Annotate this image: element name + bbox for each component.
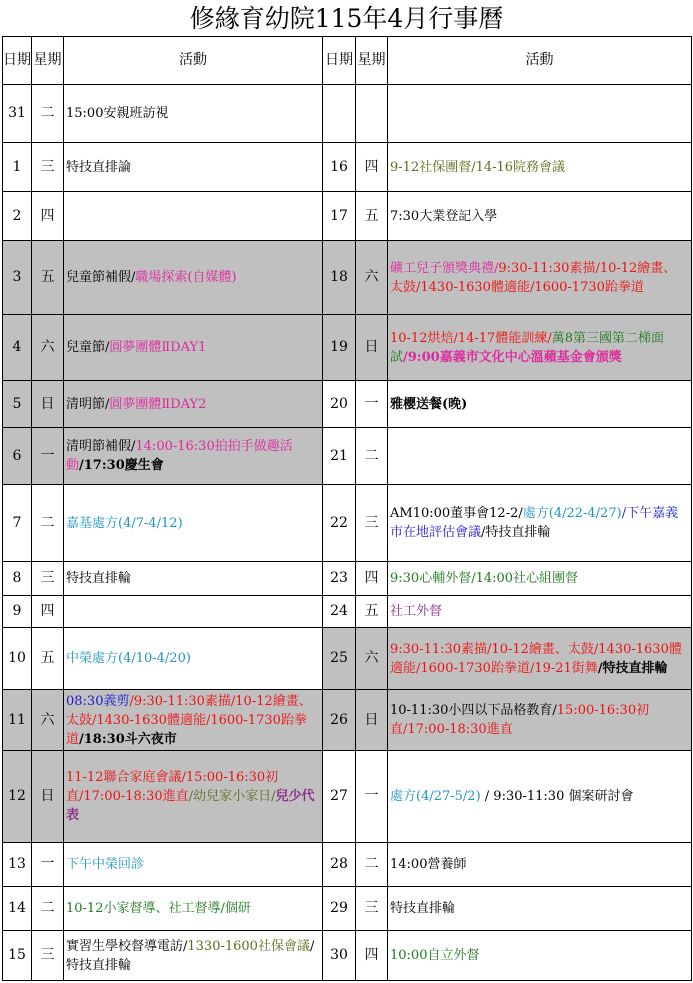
weekday-cell-left: 日 <box>32 381 64 428</box>
day-cell-left: 7 <box>3 485 32 562</box>
activity-text: 圓夢團體ⅡDAY2 <box>109 396 207 412</box>
weekday-cell-right: 日 <box>356 315 388 381</box>
day-cell-right: 21 <box>323 428 356 485</box>
activity-text: 特技直排輪 <box>390 901 456 916</box>
weekday-cell-left: 四 <box>32 596 64 628</box>
activity-cell-right <box>388 485 692 562</box>
activity-text: 7:30大業登記入學 <box>390 208 498 224</box>
header-weekday-left: 星期 <box>32 37 64 85</box>
day-cell-right: 19 <box>323 315 356 381</box>
activity-text: /9:00嘉義市文化中心溫蘋基金會頒獎 <box>403 349 622 365</box>
weekday-cell-left: 六 <box>32 315 64 381</box>
activity-cell-right <box>388 690 692 751</box>
activity-text: 特技直排輪 <box>66 571 132 586</box>
calendar-row <box>3 931 692 981</box>
activity-text: AM10:00董事會12-2/ <box>390 506 523 521</box>
activity-text: 9:30-11:30素描/10-12繪畫、太鼓/1430-1630體適能/1600-1730跆拳道 <box>390 260 677 295</box>
activity-text: 特技直排論 <box>66 159 132 175</box>
activity-text: 15:00-16:30初直/17:00-18:30進直 <box>390 703 650 737</box>
activity-text: 圓夢團體ⅡDAY1 <box>109 340 207 355</box>
weekday-cell-left: 三 <box>32 931 64 981</box>
activity-cell-right <box>388 381 692 428</box>
weekday-cell-right: 一 <box>356 751 388 843</box>
calendar-row <box>3 315 692 381</box>
activity-text: /幼兒家小家日/ <box>188 789 276 804</box>
calendar-row <box>3 241 692 315</box>
calendar-row <box>3 628 692 690</box>
day-cell-right: 30 <box>323 931 356 981</box>
activity-cell-left <box>64 628 323 690</box>
day-cell-left: 2 <box>3 192 32 241</box>
activity-cell-left <box>64 428 323 485</box>
weekday-cell-left: 五 <box>32 628 64 690</box>
day-cell-left: 15 <box>3 931 32 981</box>
day-cell-left: 14 <box>3 887 32 931</box>
weekday-cell-left: 二 <box>32 85 64 143</box>
activity-text: /特技直排輪 <box>597 660 668 676</box>
activity-text: /18:30斗六夜市 <box>79 731 177 747</box>
day-cell-left: 31 <box>3 85 32 143</box>
day-cell-left: 11 <box>3 690 32 751</box>
calendar-row <box>3 596 692 628</box>
activity-cell-left <box>64 596 323 628</box>
calendar-body <box>3 85 692 981</box>
calendar-row <box>3 143 692 192</box>
activity-cell-right <box>388 143 692 192</box>
day-cell-right: 20 <box>323 381 356 428</box>
activity-cell-right <box>388 562 692 596</box>
weekday-cell-right: 二 <box>356 843 388 887</box>
activity-text: 9:30心輔外督/14:00社心組團督 <box>390 571 579 586</box>
calendar-row <box>3 887 692 931</box>
day-cell-left: 5 <box>3 381 32 428</box>
activity-text: 9:30-11:30素描/10-12繪畫、太鼓/1430-1630體適能/1600-1730跆拳道/19-21街舞 <box>390 641 682 676</box>
activity-text: 兒少代表 <box>66 789 315 823</box>
activity-text: 08:30義剪 <box>66 693 130 709</box>
weekday-cell-right <box>356 85 388 143</box>
day-cell-right: 23 <box>323 562 356 596</box>
day-cell-left: 13 <box>3 843 32 887</box>
activity-cell-left <box>64 690 323 751</box>
activity-text: 11-12聯合家庭會議/15:00-16:30初直/17:00-18:30進直 <box>66 770 279 804</box>
weekday-cell-left: 四 <box>32 192 64 241</box>
weekday-cell-right: 六 <box>356 628 388 690</box>
calendar-table <box>2 36 692 981</box>
calendar-row <box>3 843 692 887</box>
day-cell-right: 16 <box>323 143 356 192</box>
weekday-cell-right: 五 <box>356 192 388 241</box>
activity-text: 9-12社保團督/14-16院務會議 <box>390 159 566 175</box>
weekday-cell-left: 一 <box>32 843 64 887</box>
activity-cell-right <box>388 751 692 843</box>
day-cell-left: 8 <box>3 562 32 596</box>
activity-text: /17:30慶生會 <box>79 458 164 473</box>
activity-text: 兒童節補假/ <box>66 270 136 285</box>
weekday-cell-left: 三 <box>32 143 64 192</box>
day-cell-right: 28 <box>323 843 356 887</box>
activity-text: 處方(4/22-4/27) <box>522 506 622 521</box>
activity-text: 實習生學校督導電訪/ <box>66 938 188 954</box>
day-cell-right: 24 <box>323 596 356 628</box>
activity-text: 中榮處方(4/10-4/20) <box>66 651 191 666</box>
calendar-row <box>3 562 692 596</box>
activity-cell-right <box>388 887 692 931</box>
day-cell-left: 9 <box>3 596 32 628</box>
activity-text: /下午嘉義市在地評估會議 <box>390 506 679 540</box>
day-cell-left: 12 <box>3 751 32 843</box>
day-cell-right <box>323 85 356 143</box>
page-title: 修緣育幼院115年4月行事曆 <box>189 4 504 33</box>
weekday-cell-left: 一 <box>32 428 64 485</box>
weekday-cell-left: 二 <box>32 485 64 562</box>
weekday-cell-right: 一 <box>356 381 388 428</box>
header-row <box>3 37 692 85</box>
activity-cell-right <box>388 85 692 143</box>
day-cell-left: 4 <box>3 315 32 381</box>
activity-cell-left <box>64 192 323 241</box>
weekday-cell-right: 四 <box>356 562 388 596</box>
weekday-cell-right: 五 <box>356 596 388 628</box>
header-weekday-right: 星期 <box>356 37 388 85</box>
activity-cell-left <box>64 241 323 315</box>
activity-cell-right <box>388 843 692 887</box>
activity-text: 職場探索(自媒體) <box>135 270 237 285</box>
activity-text: / 9:30-11:30 個案研討會 <box>480 789 634 804</box>
day-cell-right: 22 <box>323 485 356 562</box>
activity-cell-left <box>64 315 323 381</box>
weekday-cell-right: 四 <box>356 931 388 981</box>
day-cell-left: 10 <box>3 628 32 690</box>
activity-text: /特技直排輪 <box>481 525 551 540</box>
calendar-row <box>3 751 692 843</box>
activity-cell-left <box>64 843 323 887</box>
activity-cell-right <box>388 931 692 981</box>
activity-text: /9:30-11:30素描/10-12繪畫、太鼓/1430-1630體適能/1600-1730跆拳道 <box>66 693 312 747</box>
day-cell-right: 18 <box>323 241 356 315</box>
activity-text: 社工外督 <box>390 604 443 619</box>
activity-text: 10-12烘焙/14-17體能訓練/ <box>390 330 552 346</box>
header-activity-right: 活動 <box>388 37 692 85</box>
weekday-cell-right: 六 <box>356 241 388 315</box>
day-cell-right: 26 <box>323 690 356 751</box>
activity-cell-left <box>64 143 323 192</box>
activity-text: 萬8第三國第二梯面試 <box>390 330 664 365</box>
weekday-cell-left: 五 <box>32 241 64 315</box>
activity-cell-right <box>388 315 692 381</box>
activity-text: 雅櫻送餐(晚) <box>390 396 468 412</box>
calendar-row <box>3 381 692 428</box>
weekday-cell-left: 日 <box>32 751 64 843</box>
activity-cell-left <box>64 887 323 931</box>
weekday-cell-right: 三 <box>356 485 388 562</box>
activity-cell-right <box>388 428 692 485</box>
activity-cell-left <box>64 381 323 428</box>
day-cell-right: 27 <box>323 751 356 843</box>
calendar-row <box>3 485 692 562</box>
weekday-cell-left: 二 <box>32 887 64 931</box>
activity-text: /特技直排輪 <box>66 938 315 973</box>
activity-cell-left <box>64 85 323 143</box>
weekday-cell-left: 三 <box>32 562 64 596</box>
activity-text: 1330-1600社保會議 <box>187 938 310 954</box>
calendar-row <box>3 85 692 143</box>
activity-text: 清明節補假/ <box>66 439 136 454</box>
activity-text: 清明節/ <box>66 396 110 412</box>
activity-text: 10:00自立外督 <box>390 948 480 963</box>
activity-text: 兒童節/ <box>66 340 110 355</box>
activity-cell-right <box>388 192 692 241</box>
activity-cell-right <box>388 628 692 690</box>
calendar-row <box>3 690 692 751</box>
activity-text: 礦工兒子頒獎典禮/ <box>390 260 499 276</box>
header-activity-left: 活動 <box>64 37 323 85</box>
activity-cell-left <box>64 751 323 843</box>
activity-text: 10-11:30小四以下品格教育/ <box>390 703 557 718</box>
day-cell-left: 6 <box>3 428 32 485</box>
activity-text: 15:00安親班訪視 <box>66 106 169 121</box>
activity-cell-left <box>64 485 323 562</box>
activity-text: 10-12小家督導、社工督導/個研 <box>66 901 251 916</box>
activity-text: 下午中榮回診 <box>66 857 145 872</box>
activity-cell-left <box>64 562 323 596</box>
weekday-cell-right: 二 <box>356 428 388 485</box>
calendar-row <box>3 428 692 485</box>
day-cell-right: 25 <box>323 628 356 690</box>
day-cell-right: 17 <box>323 192 356 241</box>
activity-text: 處方(4/27-5/2) <box>390 789 481 804</box>
weekday-cell-left: 六 <box>32 690 64 751</box>
activity-cell-right <box>388 241 692 315</box>
calendar-row <box>3 192 692 241</box>
header-day-right: 日期 <box>323 37 356 85</box>
day-cell-right: 29 <box>323 887 356 931</box>
activity-text: 14:00-16:30拍拍手做趣活動 <box>66 439 293 473</box>
weekday-cell-right: 三 <box>356 887 388 931</box>
weekday-cell-right: 日 <box>356 690 388 751</box>
day-cell-left: 1 <box>3 143 32 192</box>
weekday-cell-right: 四 <box>356 143 388 192</box>
header-day-left: 日期 <box>3 37 32 85</box>
day-cell-left: 3 <box>3 241 32 315</box>
activity-cell-right <box>388 596 692 628</box>
activity-cell-left <box>64 931 323 981</box>
activity-text: 14:00營養師 <box>390 857 467 872</box>
activity-text: 嘉基處方(4/7-4/12) <box>66 515 183 531</box>
